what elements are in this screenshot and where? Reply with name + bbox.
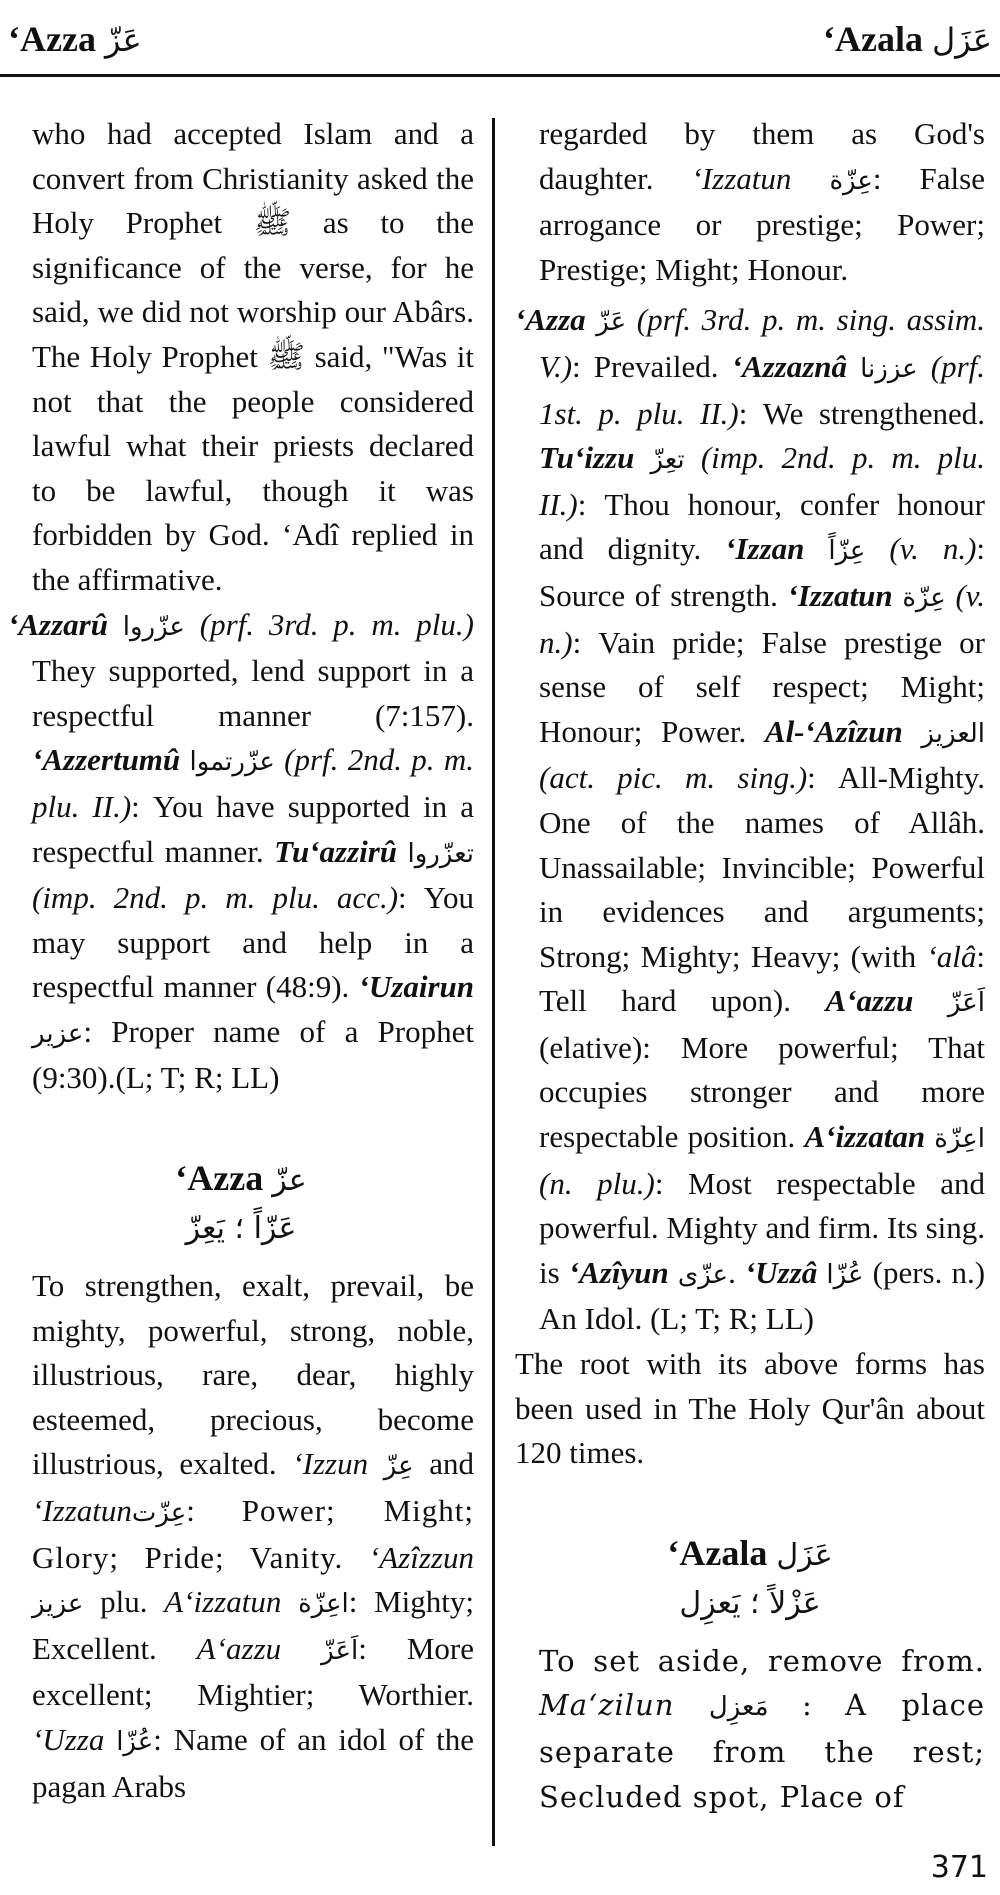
root-definition-azala bbox=[515, 1639, 985, 1819]
arabic-izzun: عِزّ bbox=[383, 1451, 414, 1482]
entry-text: To set aside, remove from. bbox=[539, 1643, 985, 1678]
word-izzun: ‘Izzun bbox=[292, 1446, 369, 1482]
entry-text: : Proper name of a Prophet (9:30).(L; T; R; LL) bbox=[32, 1013, 474, 1096]
grammar-note: (imp. 2nd. p. m. plu. II.) bbox=[539, 440, 986, 522]
grammar-note: (prf. 2nd. p. m. plu. II.) bbox=[32, 742, 475, 824]
word-tuazziru: Tu‘azzirû bbox=[274, 833, 398, 869]
arabic-izzatun: عِزّة bbox=[829, 165, 873, 196]
arabic-izzatun-2: عِزّة bbox=[902, 582, 946, 613]
grammar-note: (prf. 1st. p. plu. II.) bbox=[539, 348, 986, 431]
root-heading-azala bbox=[515, 1530, 985, 1579]
arabic-azzertumu: عزّرتموا bbox=[189, 747, 275, 778]
word-izzatun: ‘Izzatun bbox=[691, 160, 792, 196]
arabic-azizzun: عزيز bbox=[32, 1589, 84, 1620]
word-azza: ‘Azza bbox=[515, 302, 586, 338]
entry-text: plu. bbox=[83, 1584, 165, 1620]
entry-text: They supported, lend support in a respectful manner (7:157). bbox=[32, 653, 474, 733]
word-aziyun: ‘Azîyun bbox=[568, 1254, 669, 1290]
entry-text: : Prevailed. bbox=[572, 348, 732, 384]
entry-text: : Tell hard upon). bbox=[539, 938, 985, 1019]
arabic-aazzu: اَعَزّ bbox=[947, 988, 985, 1019]
word-uzza: ‘Uzza bbox=[32, 1722, 105, 1757]
entry-text: : More excellent; Mightier; Worthier. bbox=[32, 1630, 475, 1713]
entry-text: (pers. n.) An Idol. (L; T; R; LL) bbox=[539, 1254, 986, 1337]
arabic-azza: عَزّ bbox=[596, 307, 627, 338]
word-azzaru: ‘Azzarû bbox=[8, 606, 108, 642]
root-arabic: عزّ bbox=[272, 1163, 307, 1199]
word-uzza: ‘Uzzâ bbox=[744, 1254, 818, 1290]
word-aizzatan: A‘izzatan bbox=[804, 1119, 926, 1155]
word-uzairun: ‘Uzairun bbox=[358, 969, 474, 1005]
word-aizzatun: A‘izzatun bbox=[164, 1584, 282, 1620]
arabic-tuazziru: تعزّروا bbox=[407, 838, 474, 869]
entry-text: : Power; Might; Glory; Pride; Vanity. bbox=[32, 1493, 474, 1575]
header-left-latin: ‘Azza bbox=[8, 19, 96, 59]
header-left-headword bbox=[8, 18, 142, 60]
right-entry-azza bbox=[515, 298, 985, 1342]
word-azzazna: ‘Azzaznâ bbox=[731, 348, 848, 384]
entry-text: : Thou honour, confer honour and dignity. bbox=[539, 486, 985, 567]
arabic-tuizzu: تعِزّ bbox=[650, 445, 685, 476]
entry-text: : Name of an idol of the pagan Arabs bbox=[32, 1722, 475, 1804]
entry-text: : A place separate from the rest; Secluded spot, Place of bbox=[539, 1688, 986, 1814]
grammar-note: (prf. 3rd. p. m. sing. assim. V.) bbox=[539, 302, 986, 384]
page-header bbox=[0, 0, 1000, 78]
left-column bbox=[8, 112, 474, 1809]
word-izzatun-2: ‘Izzatun bbox=[787, 577, 893, 613]
entry-text: . bbox=[728, 1254, 745, 1290]
right-column bbox=[515, 112, 985, 1819]
header-right-headword bbox=[823, 18, 992, 60]
word-ala: ‘alâ bbox=[926, 938, 977, 974]
right-continuation-paragraph bbox=[515, 112, 985, 292]
word-azzertumu: ‘Azzertumû bbox=[32, 742, 181, 778]
header-left-arabic: عَزّ bbox=[104, 21, 142, 59]
left-entry-azzaru bbox=[8, 603, 474, 1102]
arabic-uzza: عُزّا bbox=[116, 1727, 154, 1757]
page-number: 371 bbox=[930, 1850, 988, 1885]
grammar-note: (v. n.) bbox=[539, 577, 986, 660]
usage-count-note: The root with its above forms has been used in The Holy Qur'ân about 120 times. bbox=[515, 1346, 985, 1471]
word-mazilun: Ma‘zilun bbox=[539, 1688, 675, 1723]
column-divider bbox=[492, 118, 495, 1846]
arabic-aziyun: عزّى bbox=[677, 1259, 729, 1290]
left-continuation-paragraph: who had accepted Islam and a convert from Christianity asked the Holy Prophet ﷺ as to the significance of the verse, for he said, we did not worship our Abârs. The Holy Prophet ﷺ said, "Was it not that the people considered lawful what their priests declared to be lawful, though it was forbidden by God. ‘Adî replied in the affirmative. bbox=[32, 116, 475, 597]
arabic-uzairun: عزير bbox=[32, 1018, 84, 1049]
header-right-arabic: عَزَل bbox=[932, 21, 992, 59]
root-definition-azza bbox=[8, 1264, 474, 1809]
arabic-aizzatan: اعِزّة bbox=[934, 1124, 985, 1155]
header-rule bbox=[0, 74, 1000, 77]
root-forms-azala: عَزْلاً ؛ يَعزِل bbox=[679, 1585, 821, 1621]
arabic-uzza: عُزّا bbox=[826, 1259, 864, 1290]
entry-text: : We strengthened. bbox=[738, 395, 985, 431]
grammar-note: (prf. 3rd. p. m. plu.) bbox=[199, 606, 474, 642]
entry-text: : Source of strength. bbox=[539, 531, 986, 613]
grammar-note: (v. n.) bbox=[889, 531, 977, 567]
word-aazzu: A‘azzu bbox=[825, 983, 914, 1019]
arabic-izzatun: عِزّت bbox=[131, 1498, 187, 1529]
arabic-mazilun: مَعزِل bbox=[708, 1692, 769, 1723]
grammar-note: (imp. 2nd. p. m. plu. acc.) bbox=[32, 880, 399, 916]
arabic-aizzatun: اعِزّة bbox=[298, 1589, 349, 1620]
entry-text: : All-Mighty. One of the names of Allâh. Unassailable; Invincible; Powerful in evidences and arguments; Strong; Mighty; Heavy; (with bbox=[539, 760, 985, 974]
entry-text: : Most respectable and powerful. Mighty and firm. Its sing. is bbox=[539, 1165, 986, 1290]
grammar-note: (act. pic. m. sing.) bbox=[539, 760, 808, 796]
root-latin: ‘Azza bbox=[175, 1158, 264, 1199]
entry-text: regarded by them as God's daughter. bbox=[539, 116, 985, 196]
word-azizzun: ‘Azîzzun bbox=[368, 1539, 474, 1575]
entry-text: : You may support and help in a respectful manner (48:9). bbox=[32, 880, 474, 1005]
root-forms-azza: عَزّاً ؛ يَعِزّ bbox=[185, 1211, 297, 1247]
word-aazzu: A‘azzu bbox=[196, 1630, 282, 1666]
root-arabic: عَزَل bbox=[776, 1537, 833, 1573]
grammar-note: (n. plu.) bbox=[539, 1165, 655, 1201]
entry-text: : Mighty; Excellent. bbox=[32, 1584, 474, 1666]
arabic-azzazna: عززنا bbox=[860, 353, 918, 384]
entry-text: (elative): More powerful; That occupies stronger and more respectable position. bbox=[539, 1029, 985, 1155]
entry-text: : False arrogance or prestige; Power; Prestige; Might; Honour. bbox=[539, 160, 985, 287]
header-right-latin: ‘Azala bbox=[823, 19, 923, 59]
entry-text: : You have supported in a respectful manner. bbox=[32, 788, 475, 869]
word-izzatun: ‘Izzatun bbox=[32, 1493, 132, 1529]
word-tuizzu: Tu‘izzu bbox=[539, 440, 635, 476]
root-latin: ‘Azala bbox=[667, 1532, 768, 1573]
entry-text: : Vain pride; False prestige or sense of self respect; Might; Honour; Power. bbox=[539, 624, 985, 749]
arabic-azzaru: عزّروا bbox=[122, 611, 185, 642]
arabic-aazzu: اَعَزّ bbox=[321, 1635, 359, 1666]
arabic-izzan: عِزّاً bbox=[828, 536, 866, 567]
entry-text: and bbox=[413, 1446, 474, 1482]
entry-text: To strengthen, exalt, prevail, be mighty, powerful, strong, noble, illustrious, rare, dear, highly esteemed, precious, become illustrious, exalted. bbox=[32, 1268, 474, 1482]
arabic-al-azizun: العزيز bbox=[921, 718, 986, 749]
word-al-azizun: Al-‘Azîzun bbox=[764, 713, 903, 749]
word-izzan: ‘Izzan bbox=[725, 531, 805, 567]
root-heading-azza bbox=[8, 1155, 474, 1204]
